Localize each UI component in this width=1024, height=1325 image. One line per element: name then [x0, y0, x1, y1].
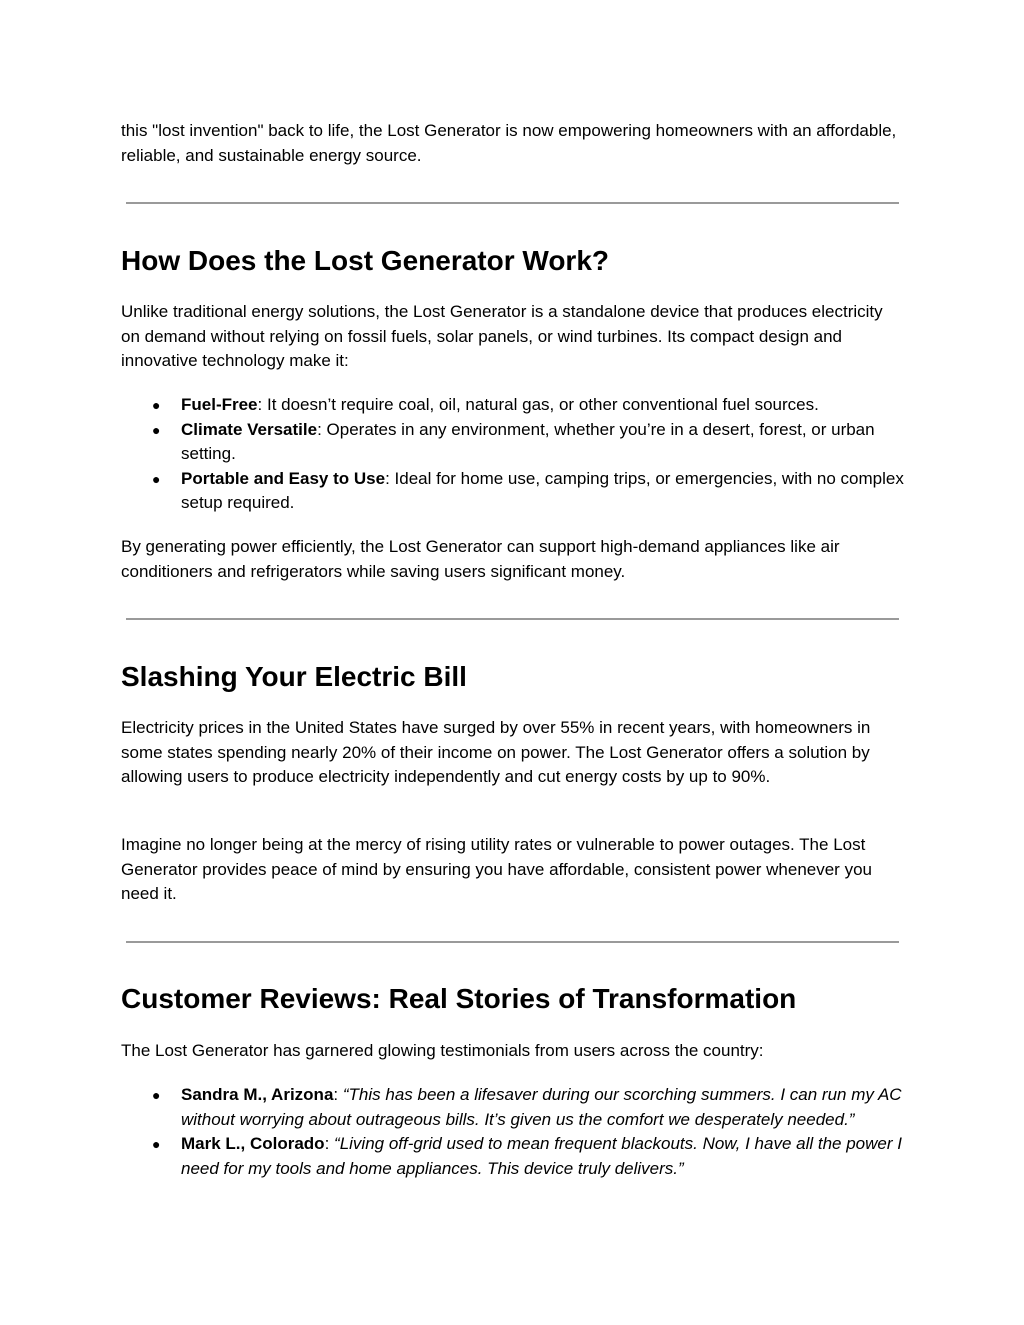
features-list: [121, 393, 904, 516]
feature-text: : It doesn’t require coal, oil, natural gas, or other conventional fuel sources.: [257, 395, 819, 414]
reviewer-name: Mark L., Colorado: [181, 1134, 325, 1153]
peace-of-mind-paragraph: Imagine no longer being at the mercy of rising utility rates or vulnerable to power outages. The Lost Generator provides peace of mind by ensuring you have affordable, consistent power whenever you need it.: [121, 835, 872, 903]
feature-text: : Operates in any environment, whether you’re in a desert, forest, or urban setting.: [181, 419, 875, 463]
electric-bill-paragraph: Electricity prices in the United States have surged by over 55% in recent years, with homeowners in some states spending nearly 20% of their income on power. The Lost Generator offers a solution by allowing users to produce electricity independently and cut energy costs by up to 90%.: [121, 718, 871, 786]
bullet-icon: ●: [152, 470, 161, 487]
bullet-icon: ●: [152, 1136, 161, 1152]
divider: [126, 202, 899, 204]
list-item: [121, 1083, 904, 1132]
divider: [126, 618, 899, 620]
how-it-works-paragraph: Unlike traditional energy solutions, the Lost Generator is a standalone device that produces electricity on demand without relying on fossil fuels, solar panels, or wind turbines. Its compact design and innovative technology make it:: [121, 302, 883, 370]
feature-title: Climate Versatile: [181, 419, 318, 439]
intro-paragraph: this "lost invention" back to life, the Lost Generator is now empowering homeowners with an affordable, reliable, and sustainable energy source.: [121, 121, 897, 165]
list-item: [121, 418, 904, 467]
bullet-icon: ●: [152, 1087, 161, 1103]
bullet-icon: ●: [152, 397, 161, 413]
list-item: [121, 1132, 904, 1181]
review-quote: “This has been a lifesaver during our scorching summers. I can run my AC without worrying about outrageous bills. It’s given us the comfort we desperately needed.”: [181, 1085, 902, 1129]
section-heading-reviews: Customer Reviews: Real Stories of Transformation: [121, 983, 797, 1014]
list-item: [121, 467, 904, 516]
reviewer-name: Sandra M., Arizona: [181, 1085, 334, 1104]
list-item: [121, 393, 904, 418]
feature-title: Portable and Easy to Use: [181, 468, 386, 488]
separator: :: [333, 1085, 343, 1104]
bullet-icon: ●: [152, 421, 161, 438]
separator: :: [324, 1134, 335, 1153]
reviews-intro-paragraph: The Lost Generator has garnered glowing testimonials from users across the country:: [121, 1041, 764, 1060]
review-quote: “Living off-grid used to mean frequent blackouts. Now, I have all the power I need for my tools and home appliances. This device truly delivers.”: [181, 1134, 902, 1178]
section-heading-how-it-works: How Does the Lost Generator Work?: [121, 245, 609, 276]
efficiency-paragraph: By generating power efficiently, the Lost Generator can support high-demand appliances like air conditioners and refrigerators while saving users significant money.: [121, 537, 840, 581]
divider: [126, 941, 899, 943]
reviews-list: [121, 1083, 904, 1181]
feature-title: Fuel-Free: [181, 395, 258, 414]
feature-text: : Ideal for home use, camping trips, or emergencies, with no complex setup required.: [181, 468, 904, 512]
section-heading-electric-bill: Slashing Your Electric Bill: [121, 661, 467, 692]
